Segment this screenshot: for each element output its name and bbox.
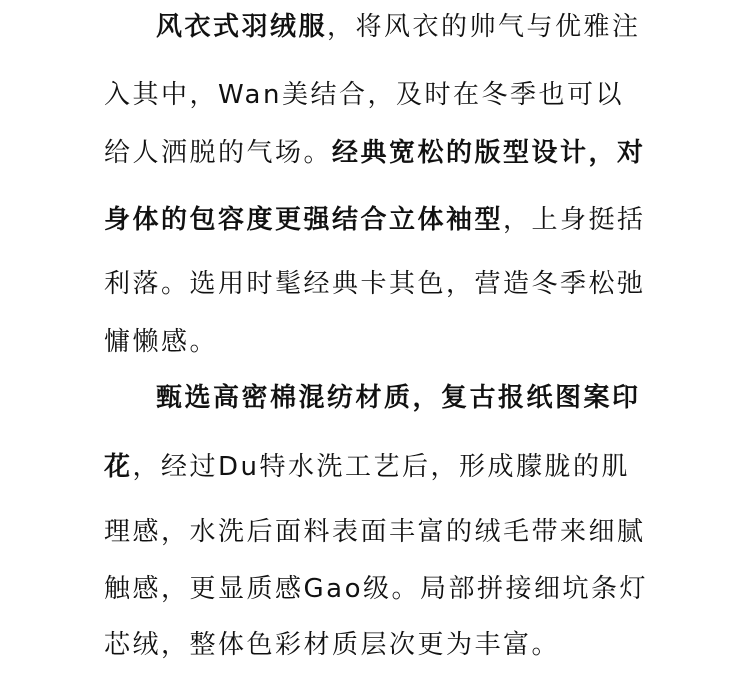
paragraph-1-line-3 [104, 136, 646, 170]
paragraph-1-line-1 [156, 10, 641, 44]
text-segment: 慵懒感。 [104, 327, 219, 357]
paragraph-2-line-3 [104, 515, 646, 549]
paragraph-1-line-2 [104, 78, 624, 112]
text-segment: 芯绒，整体色彩材质层次更为丰富。 [104, 630, 561, 660]
text-segment: 给人洒脱的气场。 [104, 138, 333, 168]
paragraph-2-line-2 [104, 450, 630, 484]
paragraph-2-line-5 [104, 628, 560, 662]
text-segment: 经典宽松的版型设计，对 [332, 138, 646, 168]
text-segment: 风衣式羽绒服 [156, 12, 328, 42]
paragraph-1-line-5 [104, 267, 646, 301]
text-segment: 利落。选用时髦经典卡其色，营造冬季松弛 [104, 269, 646, 299]
text-segment: 入其中，Wan美结合，及时在冬季也可以 [104, 80, 624, 110]
text-segment: ，上身挺括 [503, 205, 646, 235]
paragraph-1-line-4 [104, 203, 646, 237]
text-segment: 身体的包容度更强结合立体袖型 [104, 205, 504, 235]
text-segment: ，将风衣的帅气与优雅注 [327, 12, 641, 42]
text-segment: 花 [104, 452, 133, 482]
text-segment: 理感，水洗后面料表面丰富的绒毛带来细腻 [104, 517, 646, 547]
text-segment: 甄选高密棉混纺材质，复古报纸图案印 [156, 383, 641, 413]
paragraph-2-line-1 [156, 381, 641, 415]
paragraph-2-line-4 [104, 572, 648, 606]
text-segment: 触感，更显质感Gao级。局部拼接细坑条灯 [104, 574, 648, 604]
paragraph-1-line-6 [104, 325, 218, 359]
text-segment: ，经过Du特水洗工艺后，形成朦胧的肌 [132, 452, 631, 482]
